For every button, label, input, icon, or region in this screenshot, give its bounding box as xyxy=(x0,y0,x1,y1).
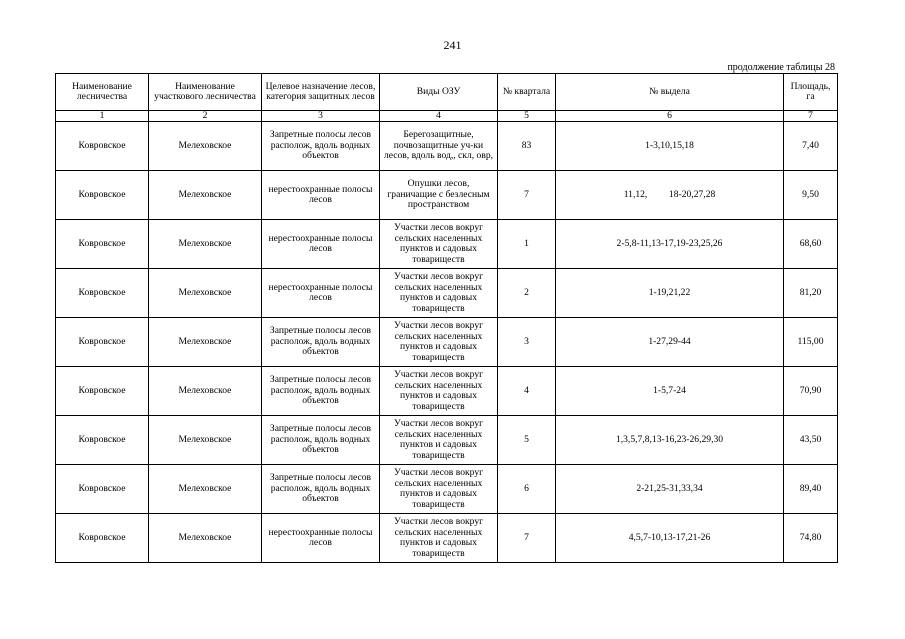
table-row xyxy=(56,269,838,318)
cell-purpose: нерестоохранные полосы лесов xyxy=(262,269,380,318)
cell-ozu-type: Участки лесов вокруг сельских населенных пунктов и садовых товариществ xyxy=(380,465,498,514)
cell-allotment: 4,5,7-10,13-17,21-26 xyxy=(556,514,784,563)
cell-area: 74,80 xyxy=(784,514,838,563)
column-number: 2 xyxy=(149,111,262,122)
column-header-quarter: № квартала xyxy=(498,74,556,111)
cell-ozu-type: Опушки лесов, граничащие с безлесным пространством xyxy=(380,171,498,220)
cell-area: 68,60 xyxy=(784,220,838,269)
cell-quarter: 1 xyxy=(498,220,556,269)
cell-purpose: Запретные полосы лесов располож, вдоль водных объектов xyxy=(262,465,380,514)
cell-ozu-type: Участки лесов вокруг сельских населенных пунктов и садовых товариществ xyxy=(380,220,498,269)
table-row xyxy=(56,465,838,514)
table-row xyxy=(56,220,838,269)
table-continuation-note: продолжение таблицы 28 xyxy=(727,62,835,73)
cell-allotment: 1-27,29-44 xyxy=(556,318,784,367)
table-row xyxy=(56,416,838,465)
column-number: 7 xyxy=(784,111,838,122)
cell-ozu-type: Участки лесов вокруг сельских населенных пунктов и садовых товариществ xyxy=(380,514,498,563)
cell-ozu-type: Берегозащитные, почвозащитные уч-ки лесов, вдоль вод,, скл, овр, xyxy=(380,122,498,171)
cell-forestry: Ковровское xyxy=(56,171,149,220)
cell-allotment: 11,12, 18-20,27,28 xyxy=(556,171,784,220)
cell-quarter: 6 xyxy=(498,465,556,514)
column-number: 4 xyxy=(380,111,498,122)
cell-allotment: 1-3,10,15,18 xyxy=(556,122,784,171)
cell-quarter: 2 xyxy=(498,269,556,318)
cell-ozu-type: Участки лесов вокруг сельских населенных пунктов и садовых товариществ xyxy=(380,318,498,367)
cell-purpose: Запретные полосы лесов располож, вдоль водных объектов xyxy=(262,416,380,465)
cell-district-forestry: Мелеховское xyxy=(149,367,262,416)
cell-forestry: Ковровское xyxy=(56,220,149,269)
table-row xyxy=(56,367,838,416)
cell-area: 9,50 xyxy=(784,171,838,220)
cell-area: 70,90 xyxy=(784,367,838,416)
cell-allotment: 2-21,25-31,33,34 xyxy=(556,465,784,514)
column-number-row xyxy=(56,111,838,122)
column-number: 6 xyxy=(556,111,784,122)
cell-allotment: 1,3,5,7,8,13-16,23-26,29,30 xyxy=(556,416,784,465)
cell-area: 43,50 xyxy=(784,416,838,465)
cell-area: 89,40 xyxy=(784,465,838,514)
cell-district-forestry: Мелеховское xyxy=(149,465,262,514)
cell-allotment: 1-19,21,22 xyxy=(556,269,784,318)
table-row xyxy=(56,171,838,220)
column-header-district-forestry: Наименование участкового лесничества xyxy=(149,74,262,111)
column-number: 1 xyxy=(56,111,149,122)
table-row xyxy=(56,318,838,367)
cell-purpose: нерестоохранные полосы лесов xyxy=(262,220,380,269)
cell-forestry: Ковровское xyxy=(56,122,149,171)
cell-quarter: 7 xyxy=(498,171,556,220)
cell-purpose: нерестоохранные полосы лесов xyxy=(262,514,380,563)
column-header-area: Площадь, га xyxy=(784,74,838,111)
cell-ozu-type: Участки лесов вокруг сельских населенных пунктов и садовых товариществ xyxy=(380,269,498,318)
cell-quarter: 4 xyxy=(498,367,556,416)
column-header-allotment: № выдела xyxy=(556,74,784,111)
cell-district-forestry: Мелеховское xyxy=(149,416,262,465)
cell-forestry: Ковровское xyxy=(56,269,149,318)
forest-areas-table xyxy=(55,73,838,563)
cell-allotment: 2-5,8-11,13-17,19-23,25,26 xyxy=(556,220,784,269)
table-row xyxy=(56,514,838,563)
cell-area: 81,20 xyxy=(784,269,838,318)
cell-district-forestry: Мелеховское xyxy=(149,220,262,269)
cell-ozu-type: Участки лесов вокруг сельских населенных пунктов и садовых товариществ xyxy=(380,367,498,416)
cell-quarter: 83 xyxy=(498,122,556,171)
cell-quarter: 7 xyxy=(498,514,556,563)
column-header-ozu-type: Виды ОЗУ xyxy=(380,74,498,111)
cell-forestry: Ковровское xyxy=(56,465,149,514)
table-row xyxy=(56,122,838,171)
page-number: 241 xyxy=(443,38,462,52)
cell-purpose: нерестоохранные полосы лесов xyxy=(262,171,380,220)
cell-allotment: 1-5,7-24 xyxy=(556,367,784,416)
cell-quarter: 5 xyxy=(498,416,556,465)
cell-district-forestry: Мелеховское xyxy=(149,318,262,367)
column-number: 3 xyxy=(262,111,380,122)
cell-district-forestry: Мелеховское xyxy=(149,514,262,563)
cell-purpose: Запретные полосы лесов располож, вдоль водных объектов xyxy=(262,318,380,367)
cell-forestry: Ковровское xyxy=(56,367,149,416)
cell-purpose: Запретные полосы лесов располож, вдоль водных объектов xyxy=(262,122,380,171)
cell-forestry: Ковровское xyxy=(56,514,149,563)
column-header-forestry: Наименование лесничества xyxy=(56,74,149,111)
cell-district-forestry: Мелеховское xyxy=(149,269,262,318)
column-number: 5 xyxy=(498,111,556,122)
cell-ozu-type: Участки лесов вокруг сельских населенных пунктов и садовых товариществ xyxy=(380,416,498,465)
cell-area: 115,00 xyxy=(784,318,838,367)
cell-forestry: Ковровское xyxy=(56,318,149,367)
cell-district-forestry: Мелеховское xyxy=(149,122,262,171)
cell-quarter: 3 xyxy=(498,318,556,367)
cell-area: 7,40 xyxy=(784,122,838,171)
column-header-purpose: Целевое назначение лесов, категория защитных лесов xyxy=(262,74,380,111)
cell-forestry: Ковровское xyxy=(56,416,149,465)
cell-purpose: Запретные полосы лесов располож, вдоль водных объектов xyxy=(262,367,380,416)
table-header-row xyxy=(56,74,838,111)
cell-district-forestry: Мелеховское xyxy=(149,171,262,220)
